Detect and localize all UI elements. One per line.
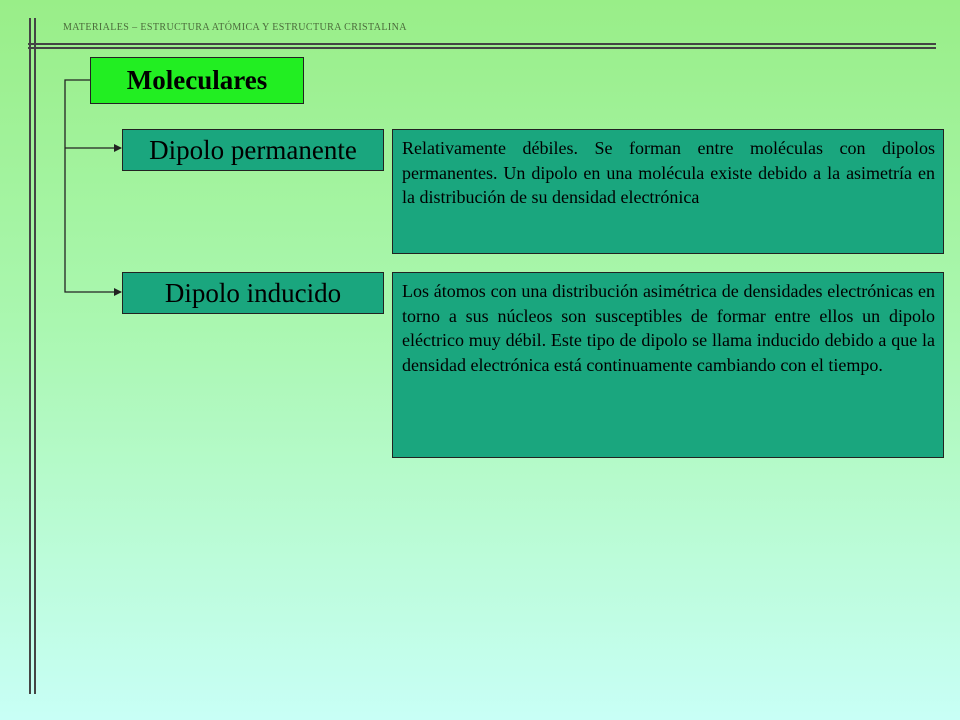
label-box-dipolo-inducido: Dipolo inducido bbox=[122, 272, 384, 314]
description-box-dipolo-inducido: Los átomos con una distribución asimétrica de densidades electrónicas en torno a sus núcleos son susceptibles de formar entre ellos un dipolo eléctrico muy débil. Este tipo de dipolo se llama inducido debido a que la densidad electrónica está continuamente cambiando con el tiempo. bbox=[392, 272, 944, 458]
slide-header: MATERIALES – ESTRUCTURA ATÓMICA Y ESTRUCTURA CRISTALINA bbox=[63, 22, 407, 33]
connector-trunk bbox=[65, 80, 90, 148]
connector-arrow-inducido bbox=[65, 148, 121, 292]
description-box-dipolo-permanente: Relativamente débiles. Se forman entre moléculas con dipolos permanentes. Un dipolo en una molécula existe debido a la asimetría en la distribución de su densidad electrónica bbox=[392, 129, 944, 254]
label-box-dipolo-permanente: Dipolo permanente bbox=[122, 129, 384, 171]
title-box-moleculares: Moleculares bbox=[90, 57, 304, 104]
